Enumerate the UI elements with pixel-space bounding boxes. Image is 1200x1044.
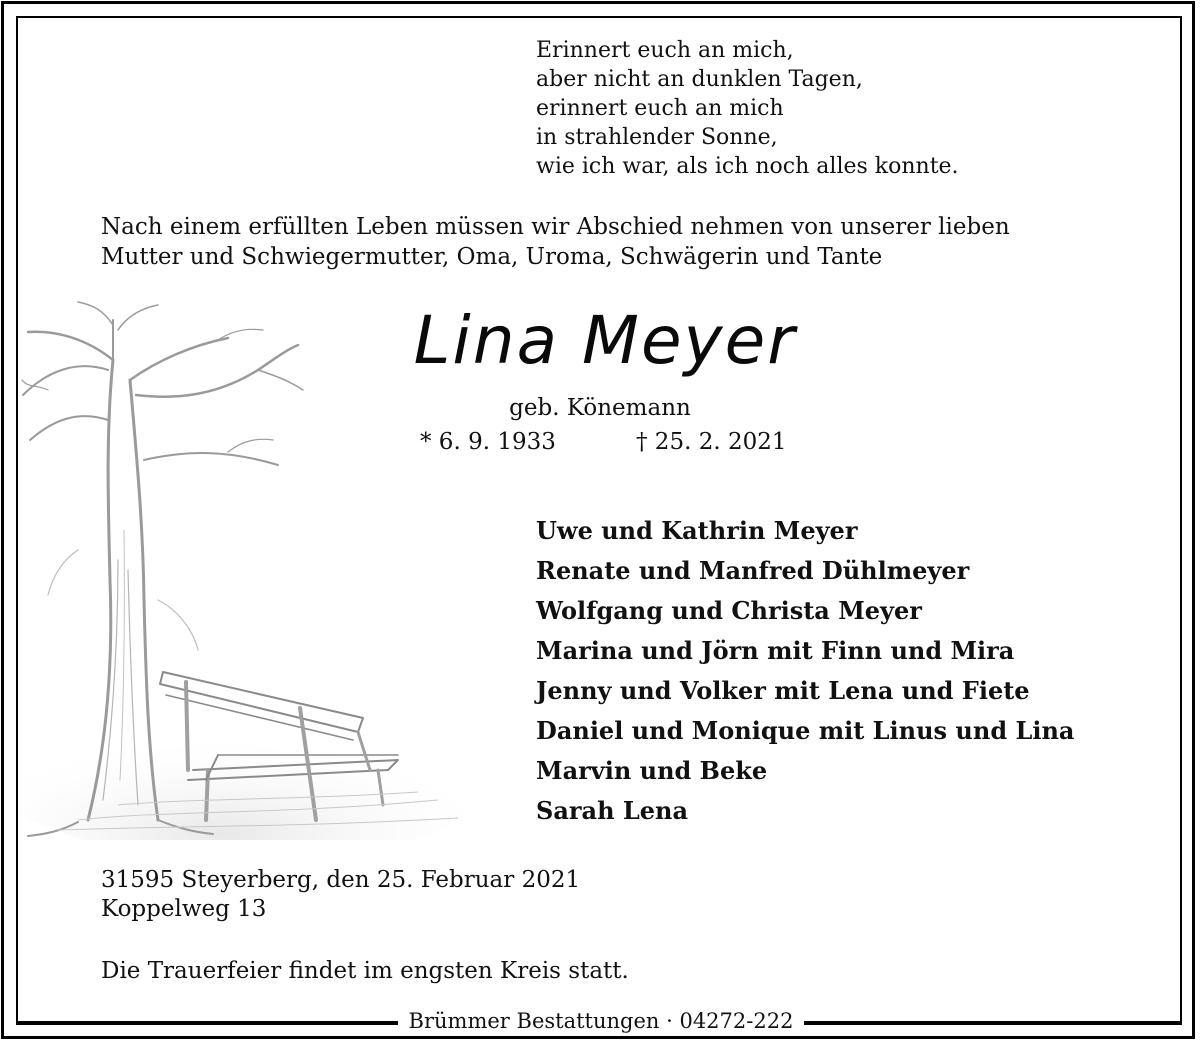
footer-rule-right [804,1021,1182,1025]
footer-rule-left [16,1021,398,1025]
intro-line: Nach einem erfüllten Leben müssen wir Abschied nehmen von unserer lieben [101,214,1010,240]
funeral-notice: Die Trauerfeier findet im engsten Kreis statt. [101,958,629,984]
mourner-entry: Renate und Manfred Dühlmeyer [536,556,970,585]
mourners-list [536,511,1074,831]
poem-line: wie ich war, als ich noch alles konnte. [536,154,959,179]
maiden-name-text: geb. Könemann [509,395,691,421]
address-line: 31595 Steyerberg, den 25. Februar 2021 [101,867,581,893]
deceased-name: Lina Meyer [413,302,797,379]
death-date: † 25. 2. 2021 [636,429,787,455]
mourner-entry: Marvin und Beke [536,756,768,785]
intro-line: Mutter und Schwiegermutter, Oma, Uroma, Schwägerin und Tante [101,244,883,270]
mourner-entry: Wolfgang und Christa Meyer [536,596,922,625]
poem [536,36,959,181]
address-line: Koppelweg 13 [101,896,267,922]
address-block [101,866,580,924]
mourner-entry: Marina und Jörn mit Finn und Mira [536,636,1015,665]
mourner-entry: Sarah Lena [536,796,689,825]
poem-line: in strahlender Sonne, [536,125,778,150]
mourner-entry: Daniel und Monique mit Linus und Lina [536,716,1075,745]
poem-line: aber nicht an dunklen Tagen, [536,67,863,92]
mourner-entry: Uwe und Kathrin Meyer [536,516,858,545]
funeral-home-footer: Brümmer Bestattungen · 04272-222 [408,1009,794,1033]
intro-text [101,212,1111,272]
birth-date: * 6. 9. 1933 [420,429,556,455]
poem-line: erinnert euch an mich [536,96,784,121]
poem-line: Erinnert euch an mich, [536,38,794,63]
mourner-entry: Jenny und Volker mit Lena und Fiete [536,676,1030,705]
maiden-name [0,394,1200,422]
